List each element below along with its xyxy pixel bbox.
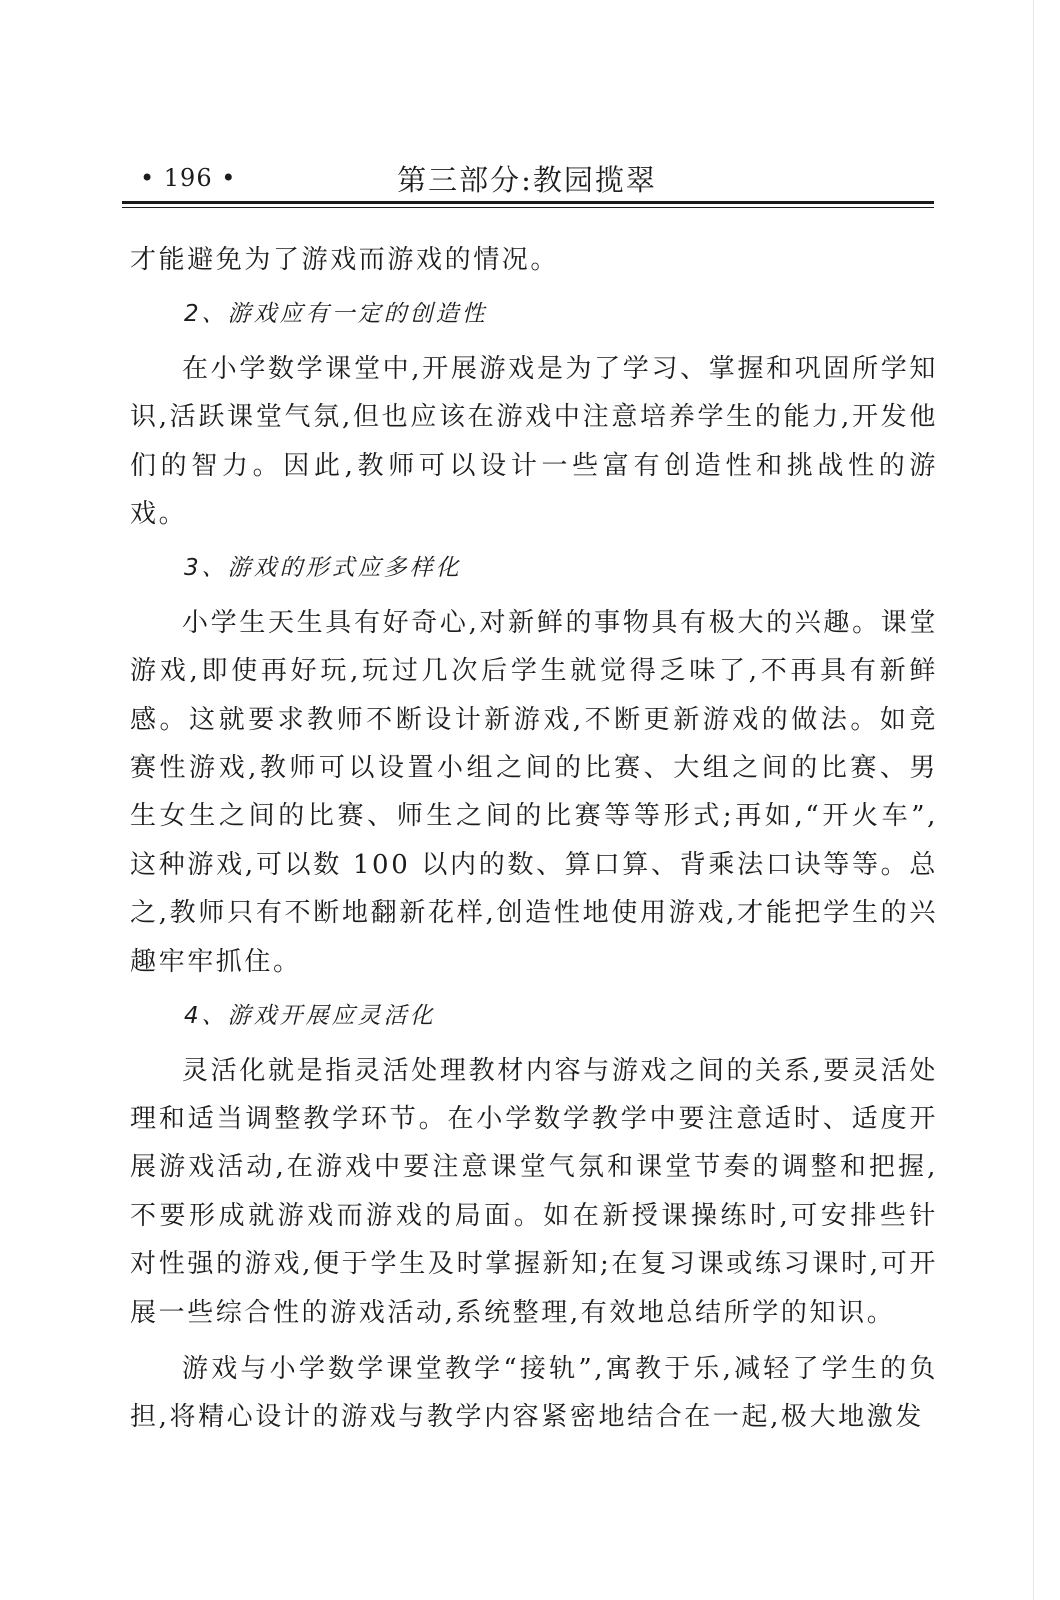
- header-rule-thin: [122, 207, 934, 208]
- page-edge: [1033, 0, 1060, 1600]
- subheading-2: 2、游戏应有一定的创造性: [184, 301, 488, 328]
- subheading-3: 3、游戏的形式应多样化: [184, 555, 462, 582]
- subheading-4: 4、游戏开展应灵活化: [184, 1003, 436, 1030]
- paragraph-conclusion: 游戏与小学数学课堂教学“接轨”,寓教于乐,减轻了学生的负担,将精心设计的游戏与教学内容紧密地结合在一起,极大地激发: [130, 1353, 938, 1433]
- section-title: 第三部分:教园揽翠: [397, 163, 657, 197]
- page-number: • 196 •: [140, 164, 237, 192]
- header-rule-thick: [122, 201, 934, 204]
- paragraph-creativity: 在小学数学课堂中,开展游戏是为了学习、掌握和巩固所学知识,活跃课堂气氛,但也应该在游戏中注意培养学生的能力,开发他们的智力。因此,教师可以设计一些富有创造性和挑战性的游戏。: [130, 353, 938, 530]
- paragraph-flexibility: 灵活化就是指灵活处理教材内容与游戏之间的关系,要灵活处理和适当调整教学环节。在小学数学教学中要注意适时、适度开展游戏活动,在游戏中要注意课堂气氛和课堂节奏的调整和把握,不要形成就游戏而游戏的局面。如在新授课操练时,可安排些针对性强的游戏,便于学生及时掌握新知;在复习课或练习课时,可开展一些综合性的游戏活动,系统整理,有效地总结所学的知识。: [130, 1055, 938, 1328]
- paragraph-variety: 小学生天生具有好奇心,对新鲜的事物具有极大的兴趣。课堂游戏,即使再好玩,玩过几次后学生就觉得乏味了,不再具有新鲜感。这就要求教师不断设计新游戏,不断更新游戏的做法。如竞赛性游戏,教师可以设置小组之间的比赛、大组之间的比赛、男生女生之间的比赛、师生之间的比赛等等形式;再如,“开火车”,这种游戏,可以数 100 以内的数、算口算、背乘法口诀等等。总之,教师只有不断地翻新花样,创造性地使用游戏,才能把学生的兴趣牢牢抓住。: [130, 607, 938, 977]
- running-header: [120, 158, 934, 198]
- paragraph-continuation: 才能避免为了游戏而游戏的情况。: [130, 245, 560, 275]
- body-text: [130, 236, 938, 1442]
